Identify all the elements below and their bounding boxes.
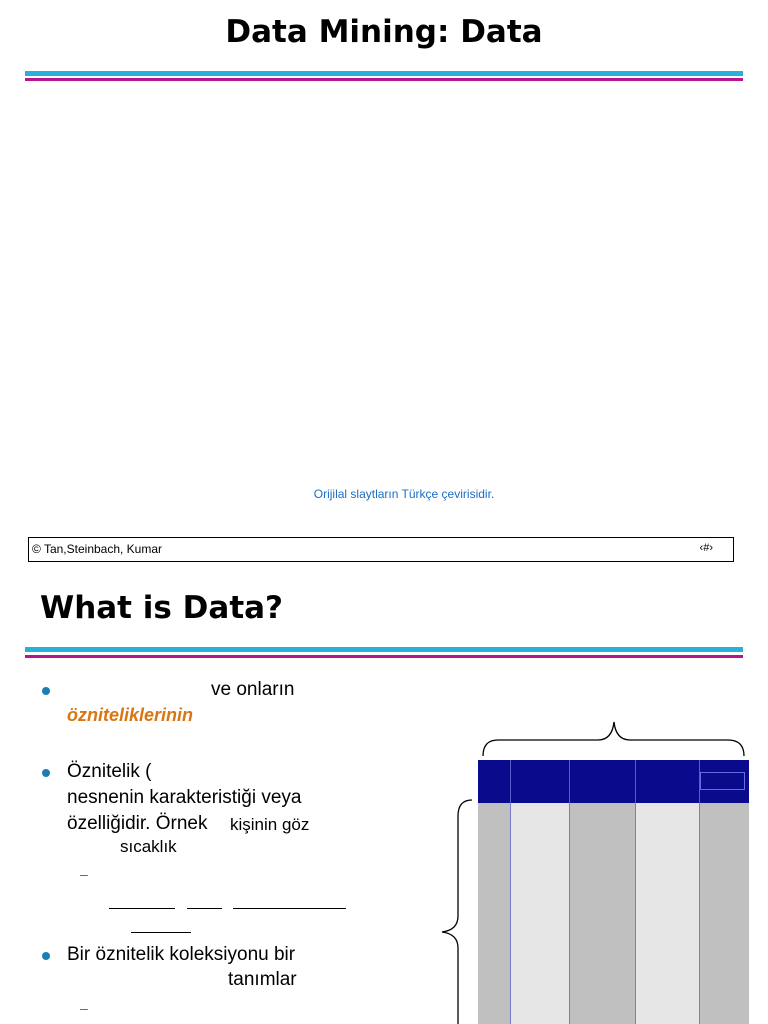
- slide-footer: [28, 537, 734, 562]
- underline-blank-3: [233, 908, 346, 909]
- bullet-3-line2: tanımlar: [228, 969, 297, 990]
- table-column-2: [511, 803, 570, 1024]
- attributes-brace: [478, 718, 750, 760]
- title-rule-magenta: [25, 78, 743, 81]
- bullet-2-line2: nesnenin karakteristiği veya: [67, 787, 302, 808]
- footer-copyright: © Tan,Steinbach, Kumar: [32, 542, 163, 556]
- header-divider-4: [699, 760, 700, 803]
- bullet-1-emphasis: özniteliklerinin: [67, 705, 194, 725]
- bullet-3-line1: Bir öznitelik koleksiyonu bir: [67, 944, 296, 965]
- table-column-4: [636, 803, 700, 1024]
- header-divider-3: [635, 760, 636, 803]
- table-column-1: [478, 803, 511, 1024]
- sub-bullet-dash-1: –: [80, 866, 88, 882]
- translation-caption: Orijilal slaytların Türkçe çevirisidir.: [313, 487, 495, 501]
- slide2-title: What is Data?: [40, 590, 284, 626]
- bullet-1-text: ve onların: [211, 679, 295, 700]
- header-divider-1: [510, 760, 511, 803]
- bullet-3-dot: [42, 952, 50, 960]
- bullet-1-dot: [42, 687, 50, 695]
- sub-bullet-dash-2: –: [80, 1000, 88, 1016]
- underline-blank-1: [109, 908, 175, 909]
- footer-page-number: ‹#›: [699, 542, 713, 554]
- underline-blank-2: [187, 908, 222, 909]
- bullet-2-line3a: özelliğidir. Örnek: [67, 813, 208, 834]
- bullet-2-line3b: kişinin göz: [230, 815, 310, 834]
- bullet-2-line1: Öznitelik (: [67, 761, 152, 782]
- header-divider-2: [569, 760, 570, 803]
- table-header-cell: [700, 772, 745, 790]
- objects-brace: [436, 796, 476, 1024]
- title2-rule-cyan: [25, 647, 743, 652]
- bullet-2-dot: [42, 769, 50, 777]
- table-column-3: [570, 803, 636, 1024]
- table-column-5: [700, 803, 749, 1024]
- title-rule-cyan: [25, 71, 743, 76]
- bullet-2-line4: sıcaklık: [120, 837, 177, 856]
- underline-blank-4: [131, 932, 191, 933]
- data-table-graphic: [478, 760, 749, 1024]
- slide1-title: Data Mining: Data: [225, 14, 543, 50]
- title2-rule-magenta: [25, 655, 743, 658]
